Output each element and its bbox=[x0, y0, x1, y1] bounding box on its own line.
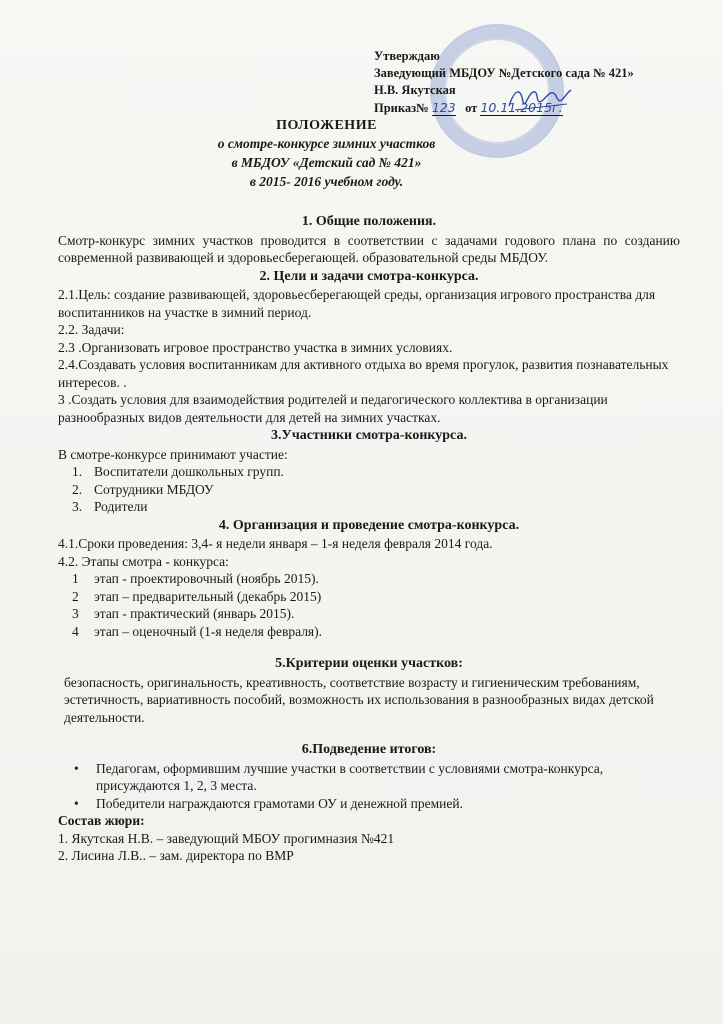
approval-line: Утверждаю bbox=[374, 49, 440, 63]
document-body bbox=[58, 212, 680, 865]
approval-person: Н.В. Якутская bbox=[374, 83, 456, 97]
stage-item: 1 этап - проектировочный (ноябрь 2015). bbox=[72, 571, 319, 586]
section-1-heading: 1. Общие положения. bbox=[301, 214, 437, 229]
order-label: Приказ№ bbox=[374, 101, 429, 115]
list-item: 3. Родители bbox=[72, 499, 148, 514]
jury-member: 2. Лисина Л.В.. – зам. директора по ВМР bbox=[58, 848, 294, 863]
section-2-line: 2.4.Создавать условия воспитанникам для активного отдыха во время прогулок, развития познавательных интересов. . bbox=[58, 357, 669, 390]
document-title bbox=[0, 118, 723, 191]
order-from: от bbox=[465, 101, 478, 115]
title-sub-3: в 2015- 2016 учебном году. bbox=[249, 174, 404, 189]
stage-item: 2 этап – предварительный (декабрь 2015) bbox=[72, 588, 322, 604]
list-item: 2. Сотрудники МБДОУ bbox=[72, 481, 214, 497]
section-5-text: безопасность, оригинальность, креативность, соответствие возрасту и гигиеническим требованиям, эстетичность, вариативность пособий, возможность их использования в разнообразных видах детской деятельности. bbox=[64, 674, 654, 725]
bullet-icon: • bbox=[74, 760, 79, 776]
jury-member: 1. Якутская Н.В. – заведующий МБОУ прогимназия №421 bbox=[58, 830, 395, 846]
section-5-heading: 5.Критерии оценки участков: bbox=[275, 656, 463, 671]
section-6-heading: 6.Подведение итогов: bbox=[301, 742, 437, 757]
section-2-line: 3 .Создать условия для взаимодействия родителей и педагогического коллектива в организации разнообразных видов деятельности для детей на зимних участках. bbox=[58, 392, 608, 425]
order-number: 123 bbox=[431, 100, 456, 115]
section-2-line: 2.3 .Организовать игровое пространство участка в зимних условиях. bbox=[58, 339, 453, 355]
section-3-heading: 3.Участники смотра-конкурса. bbox=[271, 428, 467, 443]
title-sub-1: о смотре-конкурсе зимних участков bbox=[217, 136, 436, 151]
bullet-item: • Победители награждаются грамотами ОУ и денежной премией. bbox=[74, 795, 463, 811]
stage-item: 3 этап - практический (январь 2015). bbox=[72, 606, 295, 621]
section-4-heading: 4. Организация и проведение смотра-конкурса. bbox=[218, 517, 520, 533]
jury-heading: Состав жюри: bbox=[58, 813, 145, 828]
section-2-heading: 2. Цели и задачи смотра-конкурса. bbox=[259, 268, 479, 284]
section-2-line: 2.1.Цель: создание развивающей, здоровьесберегающей среды, организация игрового пространства для воспитанников на участке в зимний период. bbox=[58, 287, 656, 320]
bullet-item: • Педагогам, оформившим лучшие участки в соответствии с условиями смотра-конкурса, присуждаются 1, 2, 3 места. bbox=[74, 760, 604, 793]
section-3-intro: В смотре-конкурсе принимают участие: bbox=[58, 446, 288, 462]
approval-position: Заведующий МБДОУ №Детского сада № 421» bbox=[374, 66, 634, 80]
list-item: 1. Воспитатели дошкольных групп. bbox=[72, 464, 284, 479]
section-4-line: 4.1.Сроки проведения: 3,4- я недели января – 1-я неделя февраля 2014 года. bbox=[58, 536, 493, 551]
stage-item: 4 этап – оценочный (1-я неделя февраля). bbox=[72, 623, 323, 639]
title-sub-2: в МБДОУ «Детский сад № 421» bbox=[231, 155, 422, 170]
section-1-text: Смотр-конкурс зимних участков проводится в соответствии с задачами годового плана по созданию современной развивающей и здоровьесберегающей. образовательной среды МБДОУ. bbox=[58, 232, 680, 265]
bullet-icon: • bbox=[74, 795, 79, 811]
approval-order bbox=[374, 99, 704, 117]
title-main: ПОЛОЖЕНИЕ bbox=[276, 118, 377, 133]
approval-block bbox=[374, 48, 704, 117]
order-date: 10.11.2015г. bbox=[480, 100, 563, 115]
section-4-line: 4.2. Этапы смотра - конкурса: bbox=[58, 553, 229, 569]
section-2-line: 2.2. Задачи: bbox=[58, 322, 125, 337]
